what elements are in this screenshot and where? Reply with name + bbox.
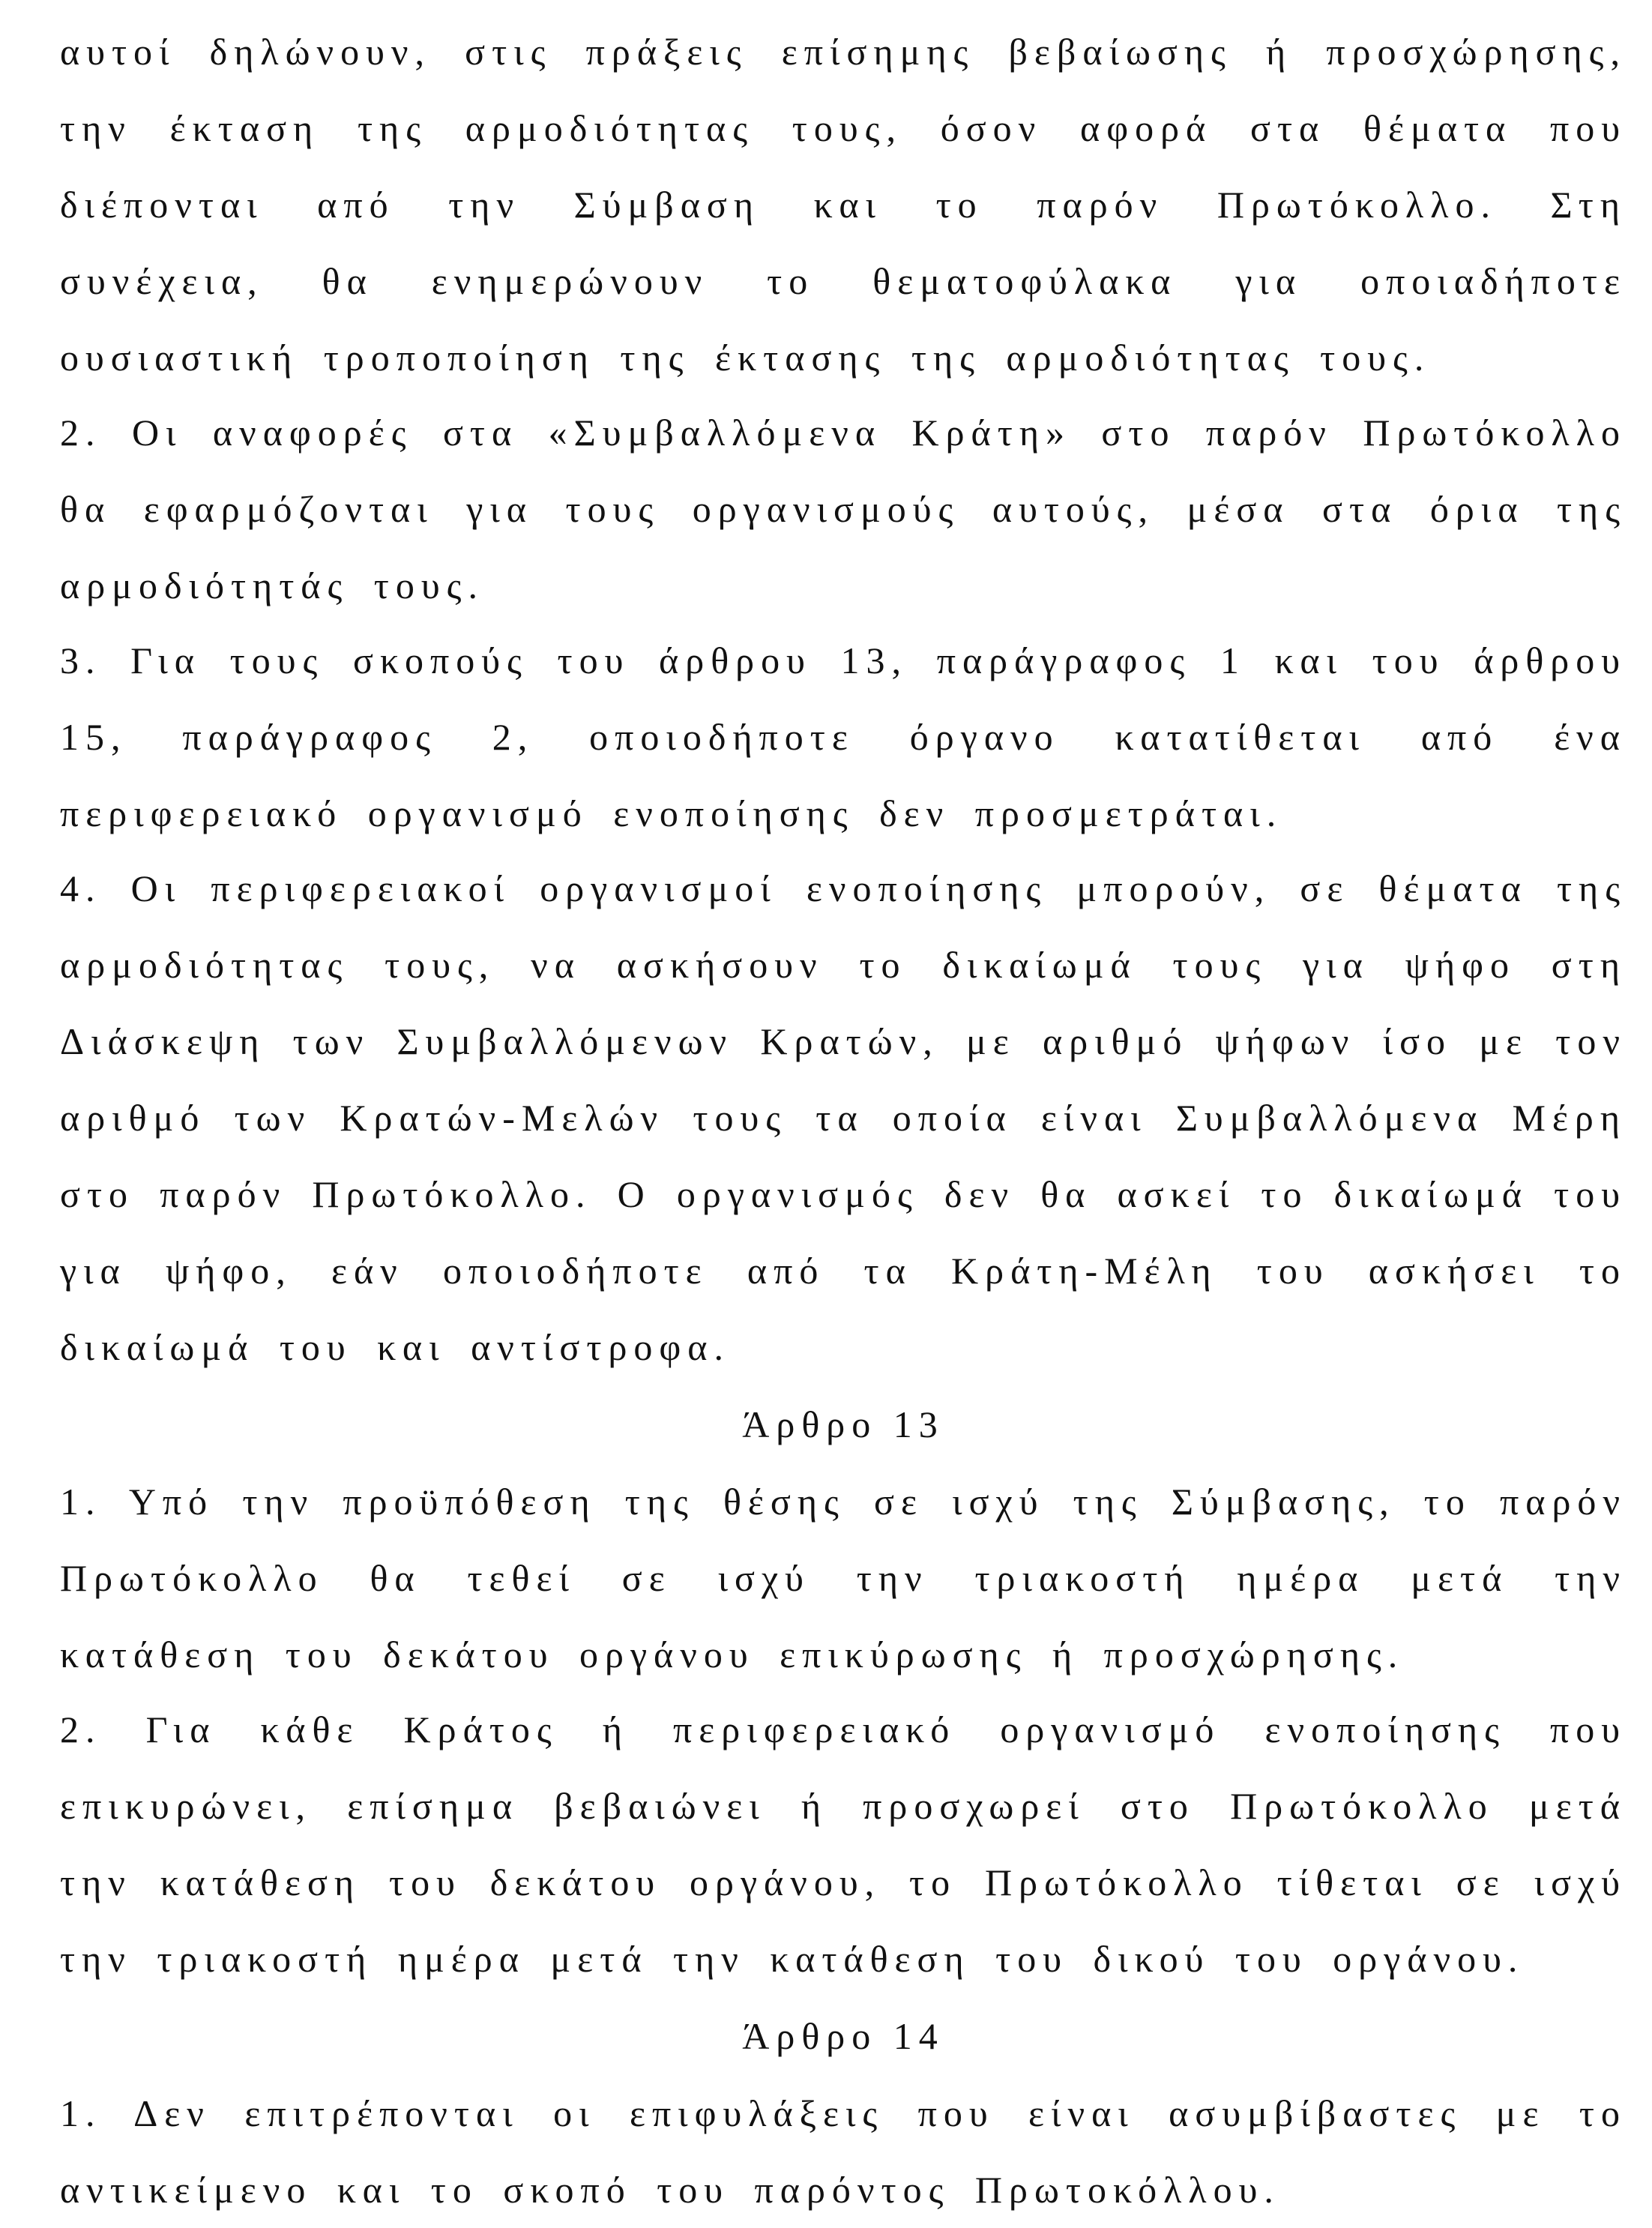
document-body: [60, 13, 1627, 2228]
article-13-paragraph-1: 1. Υπό την προϋπόθεση της θέσης σε ισχύ της Σύμβασης, το παρόν Πρωτόκολλο θα τεθεί σε ισχύ την τριακοστή ημέρα μετά την κατάθεση του δεκάτου οργάνου επικύρωσης ή προσχώρησης.: [60, 1481, 1627, 1675]
paragraph-4-voting-rights: 4. Οι περιφερειακοί οργανισμοί ενοποίησης μπορούν, σε θέματα της αρμοδιότητας τους, να ασκήσουν το δικαίωμά τους για ψήφο στη Διάσκεψη των Συμβαλλόμενων Κρατών, με αριθμό ψήφων ίσο με τον αριθμό των Κρατών-Μελών τους τα οποία είναι Συμβαλλόμενα Μέρη στο παρόν Πρωτόκολλο. Ο οργανισμός δεν θα ασκεί το δικαίωμά του για ψήφο, εάν οποιοδήποτε από τα Κράτη-Μέλη του ασκήσει το δικαίωμά του και αντίστροφα.: [60, 867, 1627, 1368]
article-14-heading: Άρθρο 14: [742, 2015, 944, 2057]
article-14-paragraph-1: 1. Δεν επιτρέπονται οι επιφυλάξεις που είναι ασυμβίβαστες με το αντικείμενο και το σκοπό του παρόντος Πρωτοκόλλου.: [60, 2092, 1627, 2211]
paragraph-2-references: 2. Οι αναφορές στα «Συμβαλλόμενα Κράτη» στο παρόν Πρωτόκολλο θα εφαρμόζονται για τους οργανισμούς αυτούς, μέσα στα όρια της αρμοδιότητάς τους.: [60, 412, 1627, 606]
paragraph-competence-declaration: αυτοί δηλώνουν, στις πράξεις επίσημης βεβαίωσης ή προσχώρησης, την έκταση της αρμοδιότητας τους, όσον αφορά στα θέματα που διέπονται από την Σύμβαση και το παρόν Πρωτόκολλο. Στη συνέχεια, θα ενημερώνουν το θεματοφύλακα για οποιαδήποτε ουσιαστική τροποποίηση της έκτασης της αρμοδιότητας τους.: [60, 31, 1627, 379]
paragraph-3-instruments: 3. Για τους σκοπούς του άρθρου 13, παράγραφος 1 και του άρθρου 15, παράγραφος 2, οποιοδήποτε όργανο κατατίθεται από ένα περιφερειακό οργανισμό ενοποίησης δεν προσμετράται.: [60, 639, 1627, 834]
article-13-paragraph-2: 2. Για κάθε Κράτος ή περιφερειακό οργανισμό ενοποίησης που επικυρώνει, επίσημα βεβαιώνει ή προσχωρεί στο Πρωτόκολλο μετά την κατάθεση του δεκάτου οργάνου, το Πρωτόκολλο τίθεται σε ισχύ την τριακοστή ημέρα μετά την κατάθεση του δικού του οργάνου.: [60, 1708, 1627, 1980]
article-13-heading: Άρθρο 13: [742, 1403, 944, 1445]
